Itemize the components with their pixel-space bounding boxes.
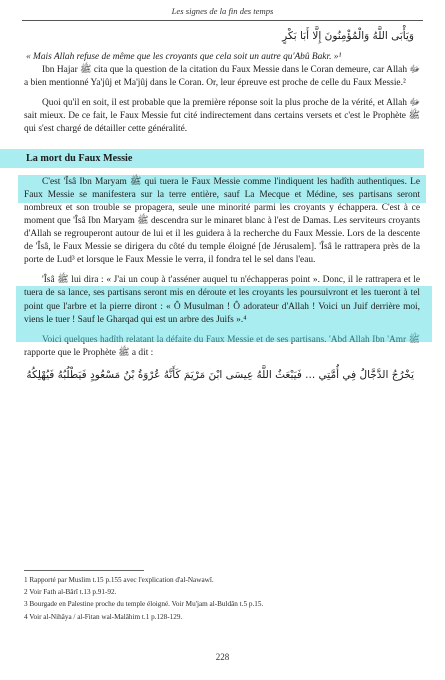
footnote-1: 1 Rapporté par Muslim t.15 p.155 avec l'explication d'al-Nawawî. [24, 576, 214, 584]
footnote-2: 2 Voir Fath al-Bârî t.13 p.91-92. [24, 588, 117, 597]
page-number: 228 [215, 652, 230, 662]
paragraph-hadith-intro: Voici quelques hadîth relatant la défaite du Faux Messie et de ses partisans. 'Abd Allah Ibn 'Amr ﷺ rapporte que le Prophète ﷺ a dit : [24, 334, 420, 358]
main-text [24, 28, 420, 383]
arabic-verse: وَيَأْبَى اللَّهُ وَالْمُؤْمِنُونَ إِلَّا أَبَا بَكْرٍ [282, 30, 414, 42]
running-title: Les signes de la fin des temps [171, 6, 274, 16]
footnote-3: 3 Bourgade en Palestine proche du temple éloigné. Voir Mu'jam al-Buldân t.5 p.15. [24, 600, 264, 609]
arabic-hadith: يَخْرُجُ الدَّجَّالُ فِي أُمَّتِي ... فَيَبْعَثُ اللَّهُ عِيسَى ابْنَ مَرْيَمَ كَأَنَّهُ عُرْوَةُ بْنُ مَسْعُودٍ فَيَطْلُبُهُ فَيُهْلِكُهُ [26, 368, 414, 381]
highlighted-paragraph-1 [24, 176, 420, 268]
paragraph-isa-speech: 'Îsâ ﷺ lui dira : « J'ai un coup à t'asséner auquel tu n'échapperas point ». Donc, il le rattrapera et le tuera de sa lance, ses partisans seront mis en déroute et les croyants les poursuivront et les tueront à tel point que l'arbre et la pierre diront : « Ô Musulman ! Ô adorateur d'Allah ! Voici un Juif derrière moi, viens le tuer ! Sauf le Gharqad qui est un arbre des Juifs ».⁴ [24, 275, 420, 325]
footnote-4: 4 Voir al-Nihâya / al-Fitan wal-Malâhim t.1 p.128-129. [24, 612, 183, 621]
header-rule [22, 20, 423, 21]
footnotes [24, 570, 420, 623]
highlighted-paragraph-2 [24, 274, 420, 326]
paragraph-ibn-hajar: Ibn Hajar ﷺ cita que la question de la citation du Faux Messie dans le Coran demeure, car Allah ﷻ a bien mentionné Ya'jûj et Ma'jûj dans le Coran. Or, leur épreuve est proche de celle du Faux Messie.² [24, 65, 420, 89]
section-title-text: La mort du Faux Messie [26, 152, 133, 164]
footnote-rule [24, 570, 144, 571]
paragraph-conclusion: Quoi qu'il en soit, il est probable que la première réponse soit la plus proche de la vérité, et Allah ﷻ sait mieux. De ce fait, le Faux Messie fut cité indirectement dans certains versets et c'est le Prophète ﷺ qui s'est chargé de détailler cette généralité. [24, 98, 420, 135]
paragraph-death-of-messie: C'est 'Îsâ Ibn Maryam ﷺ qui tuera le Faux Messie comme l'indiquent les hadîth authentiques. Le Faux Messie se manifestera sur la terre entière, sauf La Mecque et Médine, ses partisans seront nombreux et son trouble se propagera, seule une minorité parmi les croyants y échappera. C'est à ce moment que 'Îsâ Ibn Maryam ﷺ descendra sur le minaret blanc à l'est de Damas. Les serviteurs croyants d'Allah se regrouperont autour de lui et il les guidera à la recherche du Faux Messie. Lors de la descente de 'Îsâ, le Faux Messie se dirigera du côté du temple éloigné [de Jérusalem]. 'Îsâ le rattrapera près de la porte de Lud³ et lorsque le Faux Messie le verra, il fondra tel le sel dans l'eau. [24, 176, 421, 266]
translated-quote: « Mais Allah refuse de même que les croyants que cela soit un autre qu'Abû Bakr. »¹ [26, 52, 342, 62]
section-heading [24, 149, 420, 168]
